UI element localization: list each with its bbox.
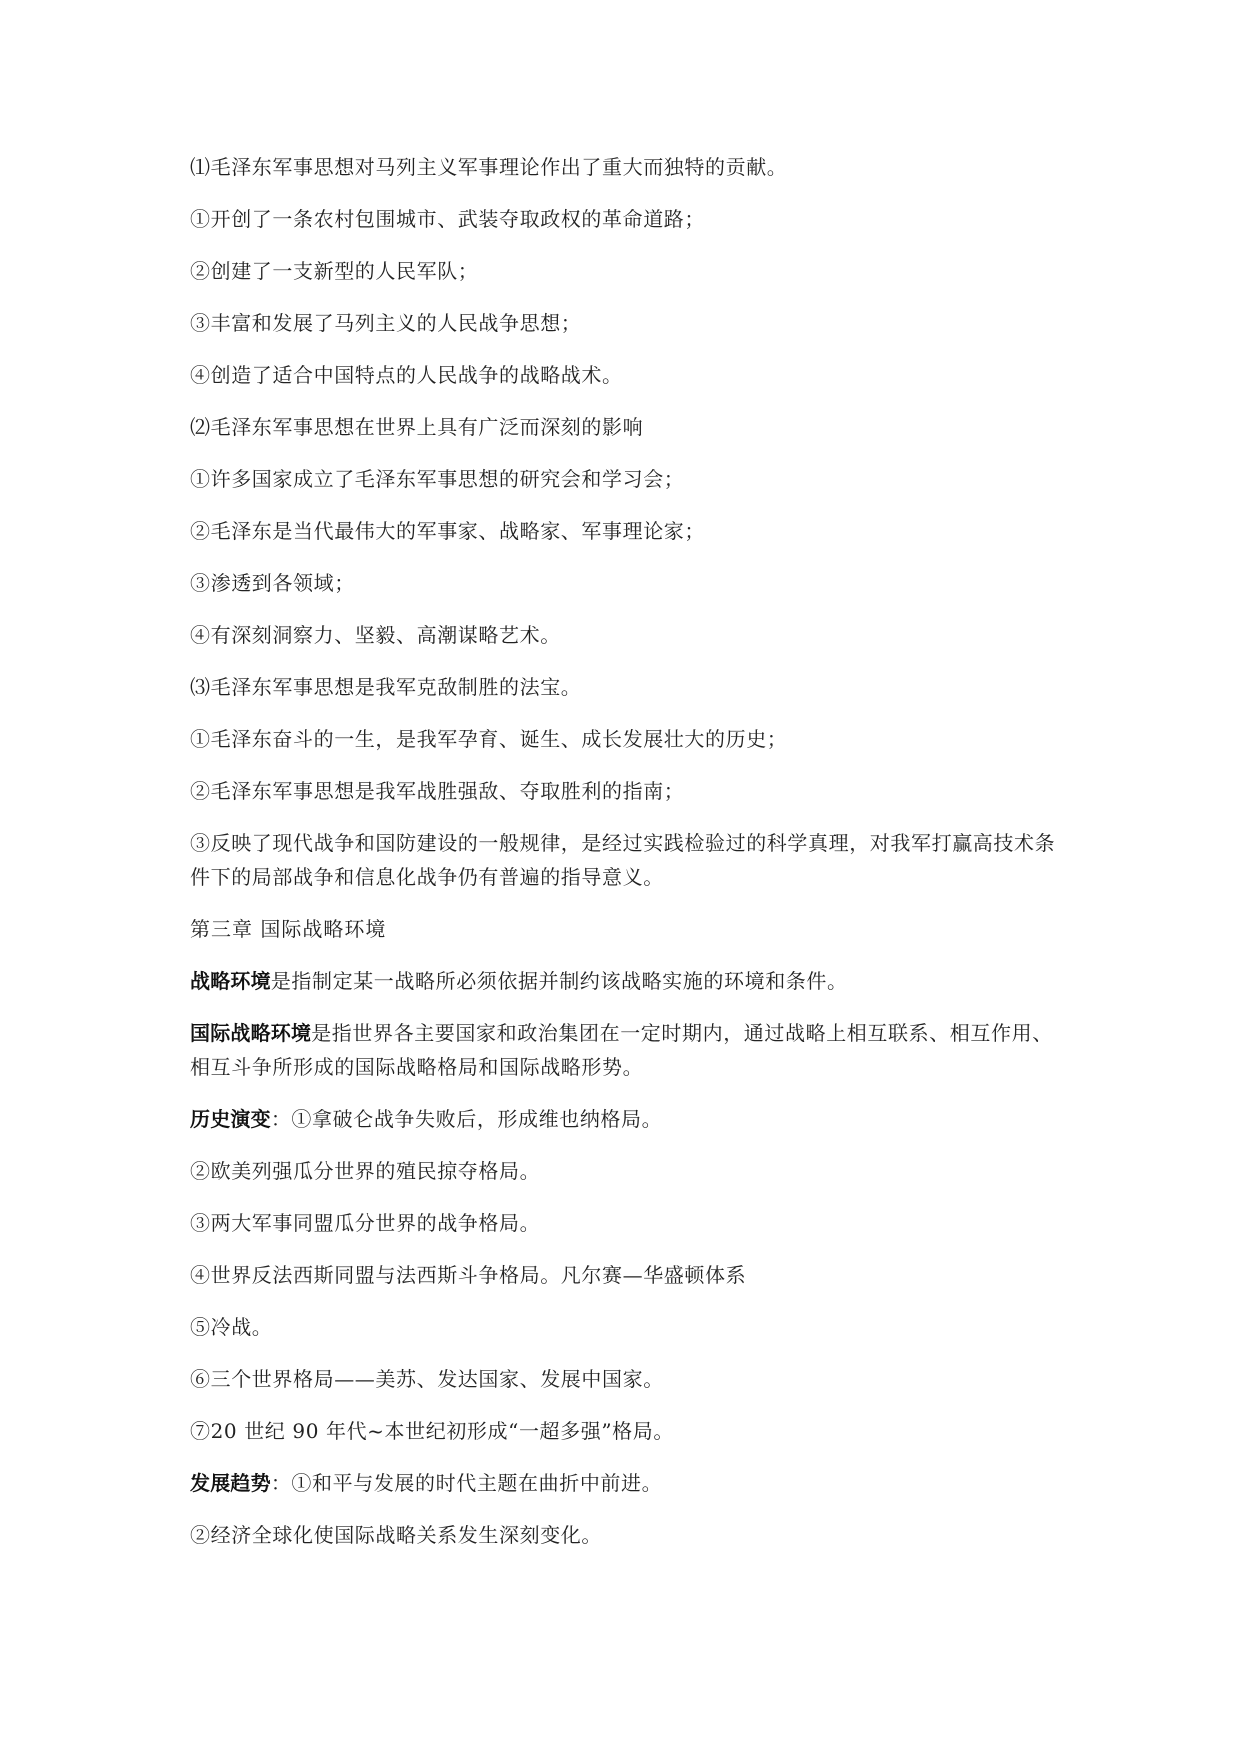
trend-paragraph [190, 1466, 1060, 1500]
section-heading: ⑴毛泽东军事思想对马列主义军事理论作出了重大而独特的贡献。 [190, 155, 788, 179]
section-heading: ⑵毛泽东军事思想在世界上具有广泛而深刻的影响 [190, 415, 644, 439]
definition-text: 是指世界各主要国家和政治集团在一定时期内，通过战略上相互联系、相互作用、相互斗争所形成的国际战略格局和国际战略形势。 [190, 1021, 1053, 1079]
definition-term: 国际战略环境 [190, 1021, 312, 1045]
list-item: ⑦20 世纪 90 年代~本世纪初形成“一超多强”格局。 [190, 1419, 674, 1443]
definition-paragraph [190, 1016, 1060, 1084]
history-term: 历史演变 [190, 1107, 271, 1131]
trend-first-item: ①和平与发展的时代主题在曲折中前进。 [291, 1471, 663, 1495]
list-item: ④创造了适合中国特点的人民战争的战略战术。 [190, 363, 623, 387]
list-item: ②毛泽东军事思想是我军战胜强敌、夺取胜利的指南； [190, 779, 685, 803]
document-body [190, 150, 1060, 1570]
list-item: ①许多国家成立了毛泽东军事思想的研究会和学习会； [190, 467, 685, 491]
list-item: ①毛泽东奋斗的一生，是我军孕育、诞生、成长发展壮大的历史； [190, 727, 788, 751]
definition-paragraph [190, 964, 1060, 998]
list-item: ③两大军事同盟瓜分世界的战争格局。 [190, 1211, 541, 1235]
definition-text: 是指制定某一战略所必须依据并制约该战略实施的环境和条件。 [270, 969, 848, 993]
list-item: ⑤冷战。 [190, 1315, 273, 1339]
list-item: ③丰富和发展了马列主义的人民战争思想； [190, 311, 582, 335]
list-item: ②毛泽东是当代最伟大的军事家、战略家、军事理论家； [190, 519, 705, 543]
section-heading: ⑶毛泽东军事思想是我军克敌制胜的法宝。 [190, 675, 582, 699]
list-item: ②欧美列强瓜分世界的殖民掠夺格局。 [190, 1159, 541, 1183]
list-item: ②经济全球化使国际战略关系发生深刻变化。 [190, 1523, 602, 1547]
history-paragraph [190, 1102, 1060, 1136]
history-separator: ： [270, 1107, 292, 1131]
list-item: ③渗透到各领域； [190, 571, 355, 595]
history-first-item: ①拿破仑战争失败后，形成维也纳格局。 [291, 1107, 663, 1131]
list-item: ④世界反法西斯同盟与法西斯斗争格局。凡尔赛—华盛顿体系 [190, 1263, 747, 1287]
list-item: ②创建了一支新型的人民军队； [190, 259, 479, 283]
trend-separator: ： [270, 1471, 292, 1495]
list-item: ④有深刻洞察力、坚毅、高潮谋略艺术。 [190, 623, 561, 647]
definition-term: 战略环境 [190, 969, 271, 993]
list-item: ①开创了一条农村包围城市、武装夺取政权的革命道路； [190, 207, 705, 231]
list-item: ⑥三个世界格局——美苏、发达国家、发展中国家。 [190, 1367, 664, 1391]
list-item: ③反映了现代战争和国防建设的一般规律，是经过实践检验过的科学真理，对我军打赢高技术条件下的局部战争和信息化战争仍有普遍的指导意义。 [190, 831, 1056, 889]
chapter-title: 第三章 国际战略环境 [190, 917, 387, 941]
trend-term: 发展趋势 [190, 1471, 271, 1495]
